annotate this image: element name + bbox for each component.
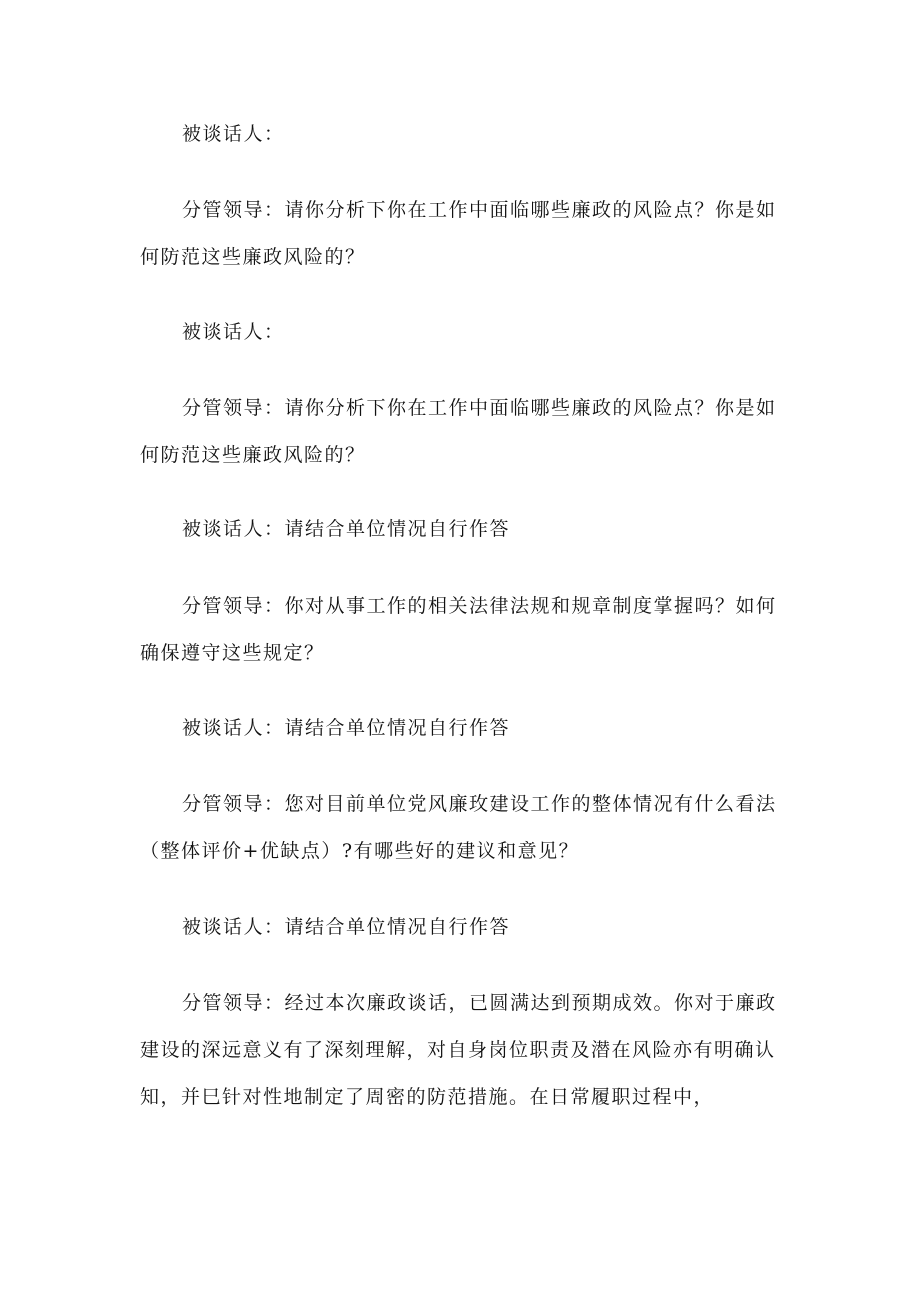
paragraph-3: 被谈话人： bbox=[182, 321, 285, 343]
paragraph-9: 被谈话人：请结合单位情况自行作答 bbox=[182, 916, 511, 938]
paragraph-7: 被谈话人：请结合单位情况自行作答 bbox=[182, 717, 511, 739]
paragraph-8: 分管领导：您对目前单位党风廉玫建设工作的整体情况有什么看法（整体评价+优缺点）?有哪些好的建议和意见？ bbox=[140, 793, 777, 862]
paragraph-4: 分管领导：请你分析下你在工作中面临哪些廉政的风险点？你是如何防范这些廉政风险的？ bbox=[140, 397, 777, 466]
paragraph-5: 被谈话人：请结合单位情况自行作答 bbox=[182, 518, 511, 540]
paragraph-10: 分管领导：经过本次廉政谈话，已圆满达到预期成效。你对于廉政建设的深远意义有了深刻理解，对自身岗位职责及潜在风险亦有明确认知，并巳针对性地制定了周密的防范措施。在日常履职过程中， bbox=[140, 992, 777, 1108]
paragraph-2: 分管领导：请你分析下你在工作中面临哪些廉政的风险点？你是如何防范这些廉政风险的？ bbox=[140, 199, 777, 268]
paragraph-6: 分管领导：你对从事工作的相关法律法规和规章制度掌握吗？如何确保遵守这些规定？ bbox=[140, 595, 777, 664]
paragraph-1: 被谈话人： bbox=[182, 123, 285, 145]
